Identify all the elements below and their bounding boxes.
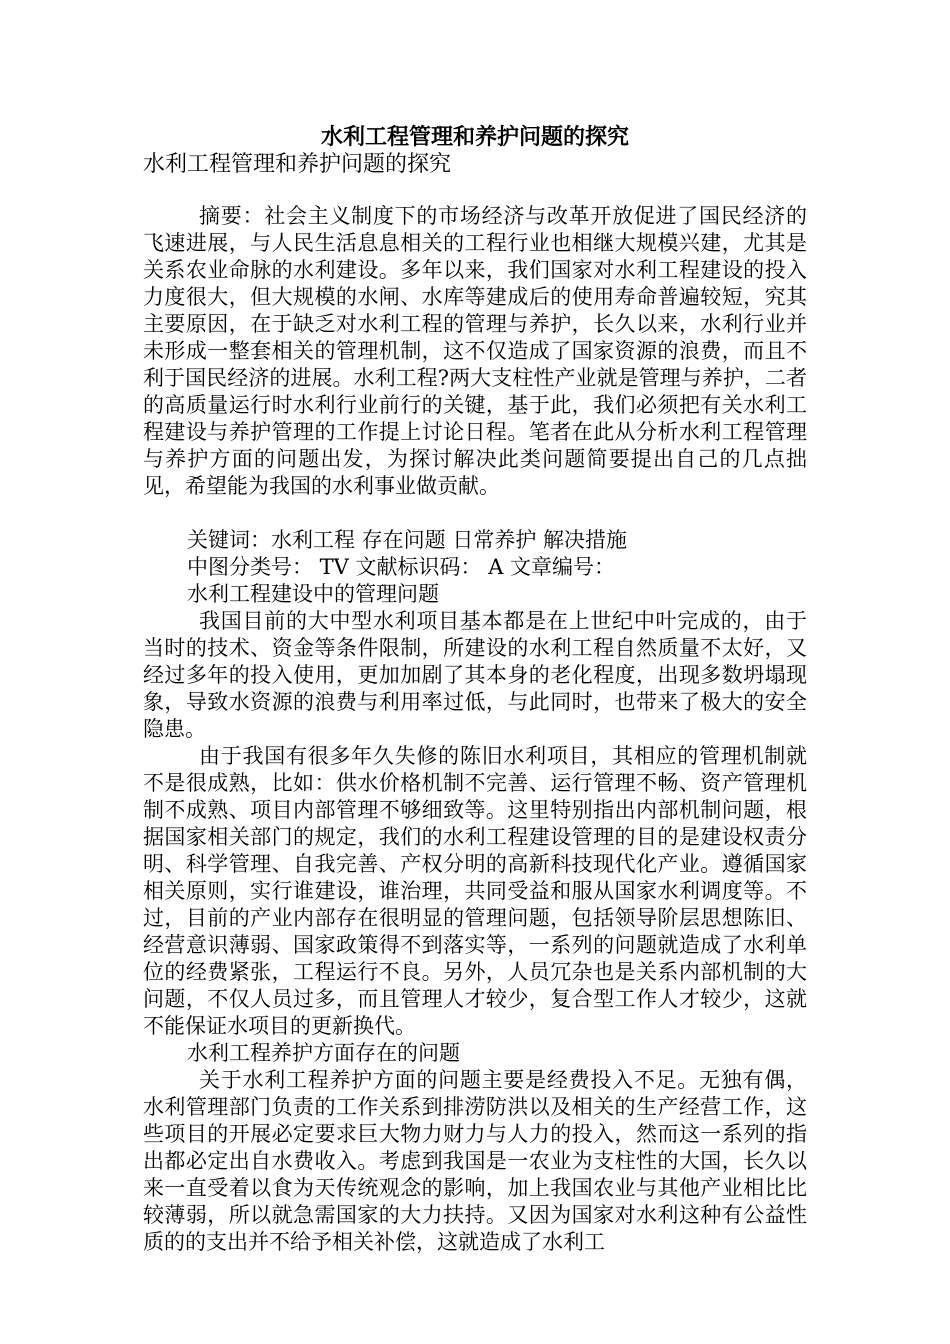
maintenance-paragraph-1: 关于水利工程养护方面的问题主要是经费投入不足。无独有偶，水利管理部门负责的工作关系到排涝防洪以及相关的生产经营工作，这些项目的开展必定要求巨大物力财力与人力的投入，然而这一系列的指出都必定出自水费收入。考虑到我国是一农业为支柱性的大国，长久以来一直受着以食为天传统观念的影响，加上我国农业与其他产业相比比较薄弱，所以就急需国家的大力扶持。又因为国家对水利这种有公益性质的的支出并不给予相关补偿，这就造成了水利工: [143, 1068, 807, 1254]
paragraph-spacer: [143, 500, 807, 527]
section-heading-maintenance: 水利工程养护方面存在的问题: [187, 1041, 460, 1065]
management-paragraph-1: 我国目前的大中型水利项目基本都是在上世纪中叶完成的，由于当时的技术、资金等条件限制，所建设的水利工程自然质量不太好，又经过多年的投入使用，更加加剧了其本身的老化程度，出现多数坍塌现象，导致水资源的浪费与利用率过低，与此同时，也带来了极大的安全隐患。: [143, 609, 807, 741]
keywords-line: 关键词：水利工程 存在问题 日常养护 解决措施: [187, 528, 628, 552]
document-body: [143, 203, 807, 1256]
document-title: 水利工程管理和养护问题的探究: [320, 124, 629, 150]
management-paragraph-2: 由于我国有很多年久失修的陈旧水利项目，其相应的管理机制就不是很成熟，比如：供水价格机制不完善、运行管理不畅、资产管理机制不成熟、项目内部管理不够细致等。这里特别指出内部机制问题，根据国家相关部门的规定，我们的水利工程建设管理的目的是建设权责分明、科学管理、自我完善、产权分明的高新科技现代化产业。遵循国家相关原则，实行谁建设，谁治理，共同受益和服从国家水利调度等。不过，目前的产业内部存在很明显的管理问题，包括领导阶层思想陈旧、经营意识薄弱、国家政策得不到落实等，一系列的问题就造成了水利单位的经费紧张，工程运行不良。另外，人员冗杂也是关系内部机制的大问题，不仅人员过多，而且管理人才较少，复合型工作人才较少，这就不能保证水项目的更新换代。: [143, 744, 807, 1038]
section-heading-management: 水利工程建设中的管理问题: [187, 582, 439, 606]
classification-line: 中图分类号： TV 文献标识码： A 文章编号：: [187, 555, 616, 579]
document-subtitle: 水利工程管理和养护问题的探究: [143, 152, 452, 177]
abstract-paragraph: 摘要：社会主义制度下的市场经济与改革开放促进了国民经济的飞速进展，与人民生活息息相关的工程行业也相继大规模兴建，尤其是关系农业命脉的水利建设。多年以来，我们国家对水利工程建设的投入力度很大，但大规模的水闸、水库等建成后的使用寿命普遍较短，究其主要原因，在于缺乏对水利工程的管理与养护，长久以来，水利行业并未形成一整套相关的管理机制，这不仅造成了国家资源的浪费，而且不利于国民经济的进展。水利工程?两大支柱性产业就是管理与养护，二者的高质量运行时水利行业前行的关键，基于此，我们必须把有关水利工程建设与养护管理的工作提上讨论日程。笔者在此从分析水利工程管理与养护方面的问题出发，为探讨解决此类问题简要提出自己的几点拙见，希望能为我国的水利事业做贡献。: [143, 204, 807, 498]
